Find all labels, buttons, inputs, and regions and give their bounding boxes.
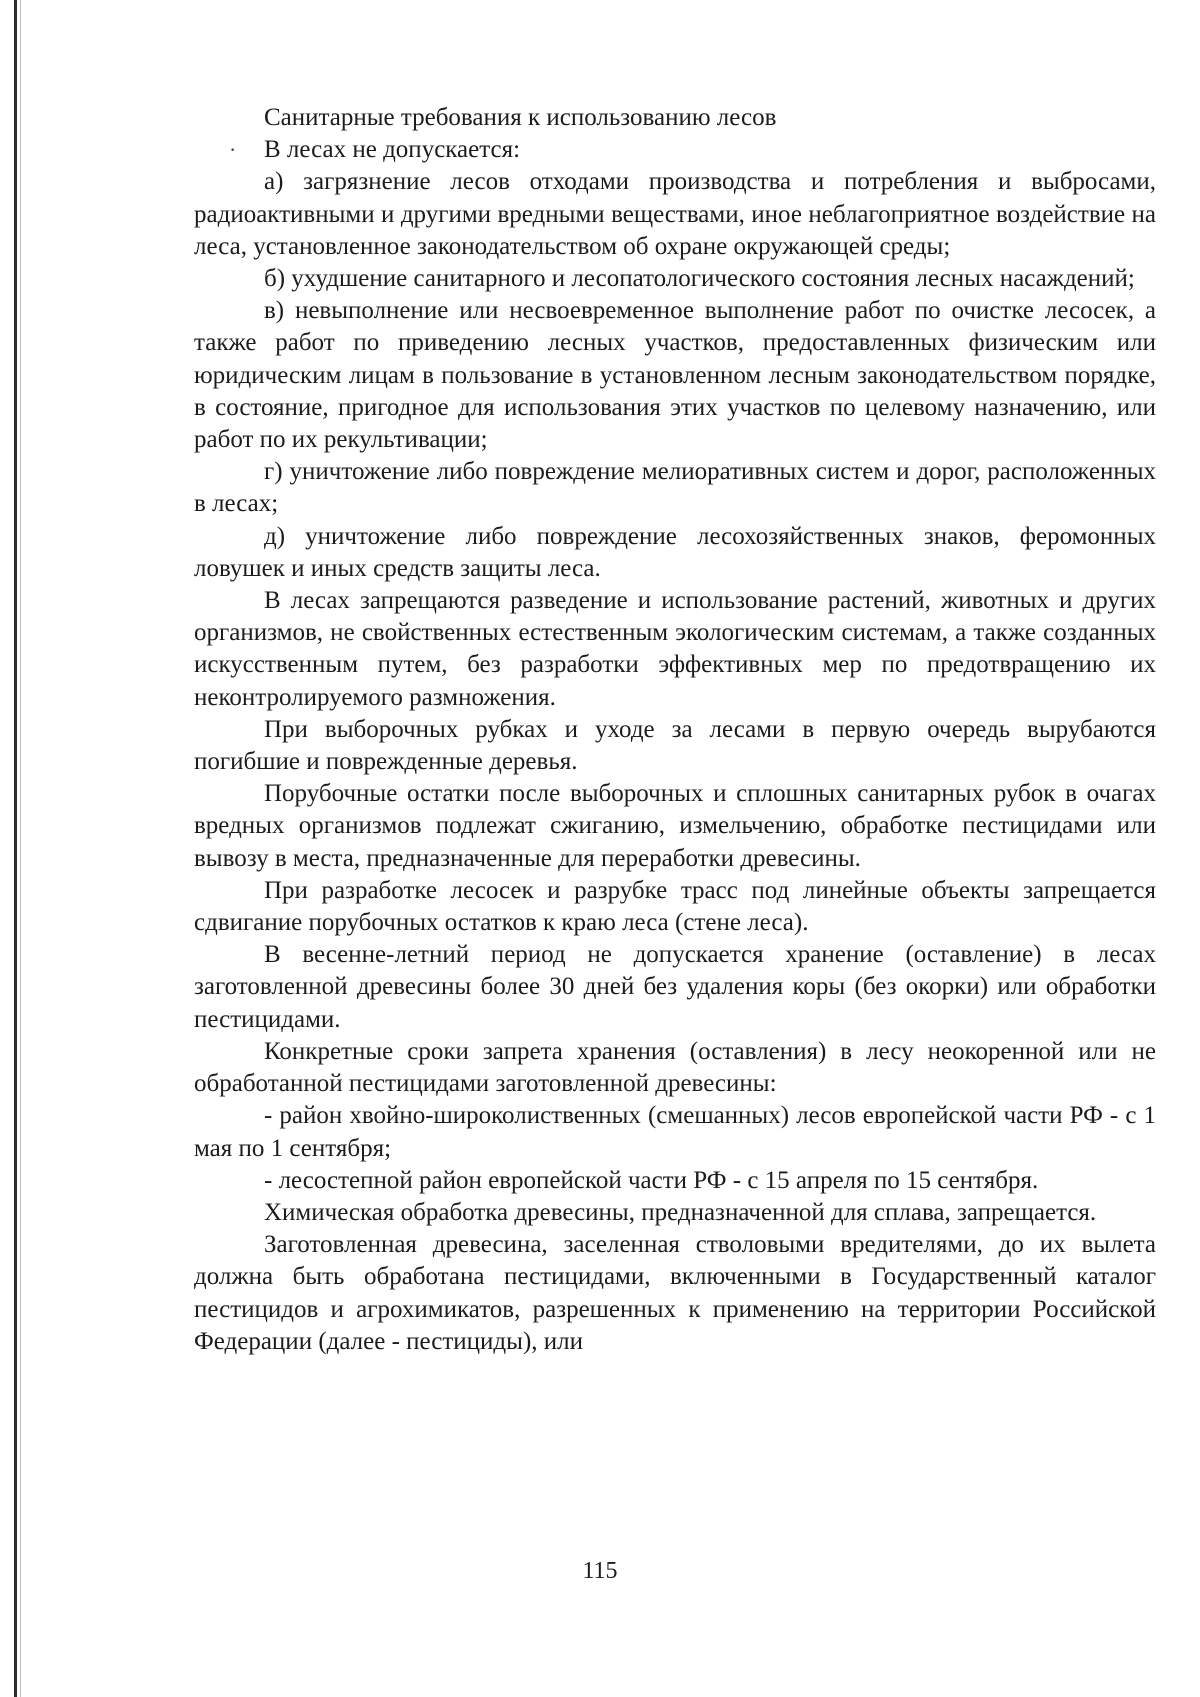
paragraph-list	[194, 166, 1156, 1358]
paragraph: Заготовленная древесина, заселенная стволовыми вредителями, до их вылета должна быть обработана пестицидами, включенными в Государственный каталог пестицидов и агрохимикатов, разрешенных к применению на территории Российской Федерации (далее - пестициды), или	[194, 1231, 1156, 1355]
paragraph: Химическая обработка древесины, предназначенной для сплава, запрещается.	[264, 1198, 1097, 1226]
paragraph: В весенне-летний период не допускается хранение (оставление) в лесах заготовленной древесины более 30 дней без удаления коры (без окорки) или обработки пестицидами.	[194, 941, 1156, 1033]
intro-line: В лесах не допускается:	[264, 136, 521, 164]
paragraph: д) уничтожение либо повреждение лесохозяйственных знаков, феромонных ловушек и иных средств защиты леса.	[194, 522, 1156, 582]
page-number: 115	[582, 1558, 618, 1584]
intro-row	[194, 134, 1156, 166]
paragraph: б) ухудшение санитарного и лесопатологического состояния лесных насаждений;	[264, 265, 1135, 293]
paragraph: В лесах запрещаются разведение и использование растений, животных и других организмов, не свойственных естественным экологическим системам, а также созданных искусственным путем, без разработки эффективных мер по предотвращению их неконтролируемого размножения.	[194, 587, 1156, 711]
scan-edge-line	[14, 0, 17, 1697]
paragraph: При выборочных рубках и уходе за лесами в первую очередь вырубаются погибшие и поврежденные деревья.	[194, 715, 1156, 776]
paragraph: - лесостепной район европейской части РФ - с 15 апреля по 15 сентября.	[264, 1166, 1039, 1194]
paragraph: г) уничтожение либо повреждение мелиоративных систем и дорог, расположенных в лесах;	[194, 458, 1156, 518]
paragraph: в) невыполнение или несвоевременное выполнение работ по очистке лесосек, а также работ по приведению лесных участков, предоставленных физическим или юридическим лицам в пользование в установленном лесным законодательством порядке, в состояние, пригодное для использования этих участков по целевому назначению, или работ по их рекультивации;	[194, 297, 1156, 454]
paragraph: При разработке лесосек и разрубке трасс под линейные объекты запрещается сдвигание порубочных остатков к краю леса (стене леса).	[194, 876, 1156, 937]
paragraph: Порубочные остатки после выборочных и сплошных санитарных рубок в очагах вредных организмов подлежат сжиганию, измельчению, обработке пестицидами или вывозу в места, предназначенные для переработки древесины.	[194, 780, 1156, 872]
paragraph: Конкретные сроки запрета хранения (оставления) в лесу неокоренной или не обработанной пестицидами заготовленной древесины:	[194, 1037, 1156, 1098]
paragraph: - район хвойно-широколиственных (смешанных) лесов европейской части РФ - с 1 мая по 1 сентября;	[194, 1102, 1156, 1162]
paragraph: а) загрязнение лесов отходами производства и потребления и выбросами, радиоактивными и другими вредными веществами, иное неблагоприятное воздействие на леса, установленное законодательством об охране окружающей среды;	[194, 168, 1156, 260]
document-heading: Санитарные требования к использованию лесов	[264, 104, 777, 131]
document-body	[194, 102, 1156, 1358]
bullet-mark: ·	[229, 137, 237, 163]
scan-edge-shadow	[20, 0, 21, 1697]
